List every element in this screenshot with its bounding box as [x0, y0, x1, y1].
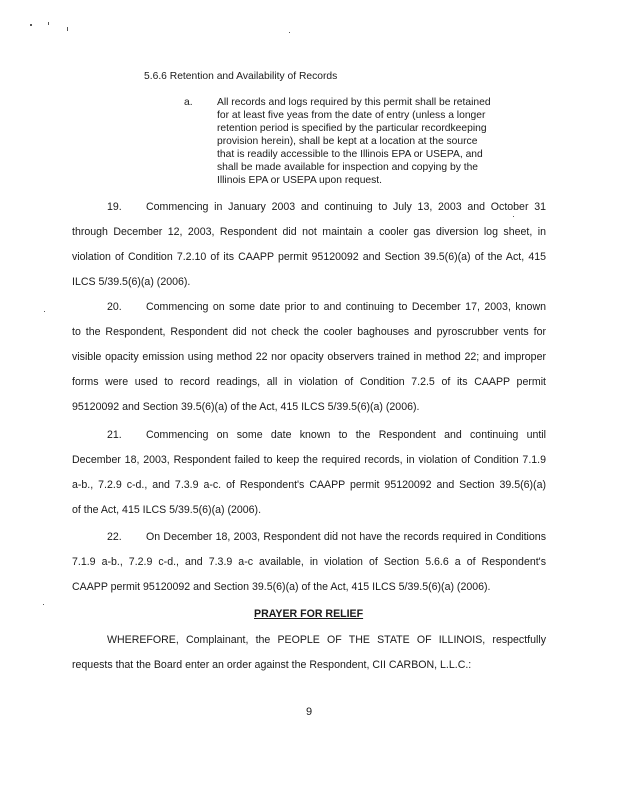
paragraph-line: Commencing in January 2003 and continuing to July 13, 2003 and October 31 — [146, 201, 546, 213]
item-line: that is readily accessible to the Illinois EPA or USEPA, and — [217, 149, 483, 160]
paragraph-line: forms were used to record readings, all in violation of Condition 7.2.5 of its CAAPP permit — [72, 376, 546, 388]
item-line: provision herein), shall be kept at a location at the source — [217, 136, 478, 147]
paragraph-line: CAAPP permit 95120092 and Section 39.5(6)(a) of the Act, 415 ILCS 5/39.5(6)(a) (2006). — [72, 581, 491, 593]
paragraph-line: On December 18, 2003, Respondent did not have the records required in Conditions — [146, 531, 546, 543]
section-title: 5.6.6 Retention and Availability of Records — [144, 71, 338, 82]
paragraph-number: 22. — [107, 531, 122, 543]
paragraph-line: a-b., 7.2.9 c-d., and 7.3.9 a-c. of Respondent's CAAPP permit 95120092 and Section 39.5(6)(a) — [72, 479, 546, 491]
scan-speck — [48, 22, 49, 25]
paragraph-number: 20. — [107, 301, 122, 313]
scan-speck — [513, 216, 514, 217]
paragraph-line: visible opacity emission using method 22 nor opacity observers trained in method 22; and improper — [72, 351, 546, 363]
item-line: for at least five yeas from the date of entry (unless a longer — [217, 110, 486, 121]
paragraph-line: 95120092 and Section 39.5(6)(a) of the Act, 415 ILCS 5/39.5(6)(a) (2006). — [72, 401, 420, 413]
scan-speck — [43, 604, 44, 605]
prayer-heading: PRAYER FOR RELIEF — [254, 608, 364, 620]
paragraph-line: 7.1.9 a-b., 7.2.9 c-d., and 7.3.9 a-c available, in violation of Section 5.6.6 a of Respondent's — [72, 556, 546, 568]
prayer-line: WHEREFORE, Complainant, the PEOPLE OF THE STATE OF ILLINOIS, respectfully — [107, 634, 546, 646]
paragraph-line: Commencing on some date known to the Respondent and continuing until — [146, 429, 546, 441]
paragraph-line: violation of Condition 7.2.10 of its CAAPP permit 95120092 and Section 39.5(6)(a) of the Act, 415 — [72, 251, 546, 263]
paragraph-line: Commencing on some date prior to and continuing to December 17, 2003, known — [146, 301, 546, 313]
scan-speck — [44, 311, 45, 312]
item-line: retention period is specified by the particular recordkeeping — [217, 123, 487, 134]
item-label: a. — [184, 97, 193, 108]
prayer-line: requests that the Board enter an order against the Respondent, CII CARBON, L.L.C.: — [72, 659, 472, 671]
paragraph-number: 21. — [107, 429, 122, 441]
paragraph-line: of the Act, 415 ILCS 5/39.5(6)(a) (2006). — [72, 504, 262, 516]
scan-speck — [67, 27, 68, 31]
scan-speck — [30, 24, 32, 26]
paragraph-line: through December 12, 2003, Respondent did not maintain a cooler gas diversion log sheet, in — [72, 226, 546, 238]
item-line: Illinois EPA or USEPA upon request. — [217, 175, 383, 186]
page-number: 9 — [306, 706, 313, 718]
paragraph-line: to the Respondent, Respondent did not check the cooler baghouses and pyroscrubber vents for — [72, 326, 546, 338]
item-line: All records and logs required by this permit shall be retained — [217, 97, 491, 108]
scan-speck — [289, 32, 290, 33]
item-line: shall be made available for inspection and copying by the — [217, 162, 479, 173]
paragraph-number: 19. — [107, 201, 122, 213]
paragraph-line: ILCS 5/39.5(6)(a) (2006). — [72, 276, 191, 288]
paragraph-line: December 18, 2003, Respondent failed to keep the required records, in violation of Condition 7.1.9 — [72, 454, 546, 466]
